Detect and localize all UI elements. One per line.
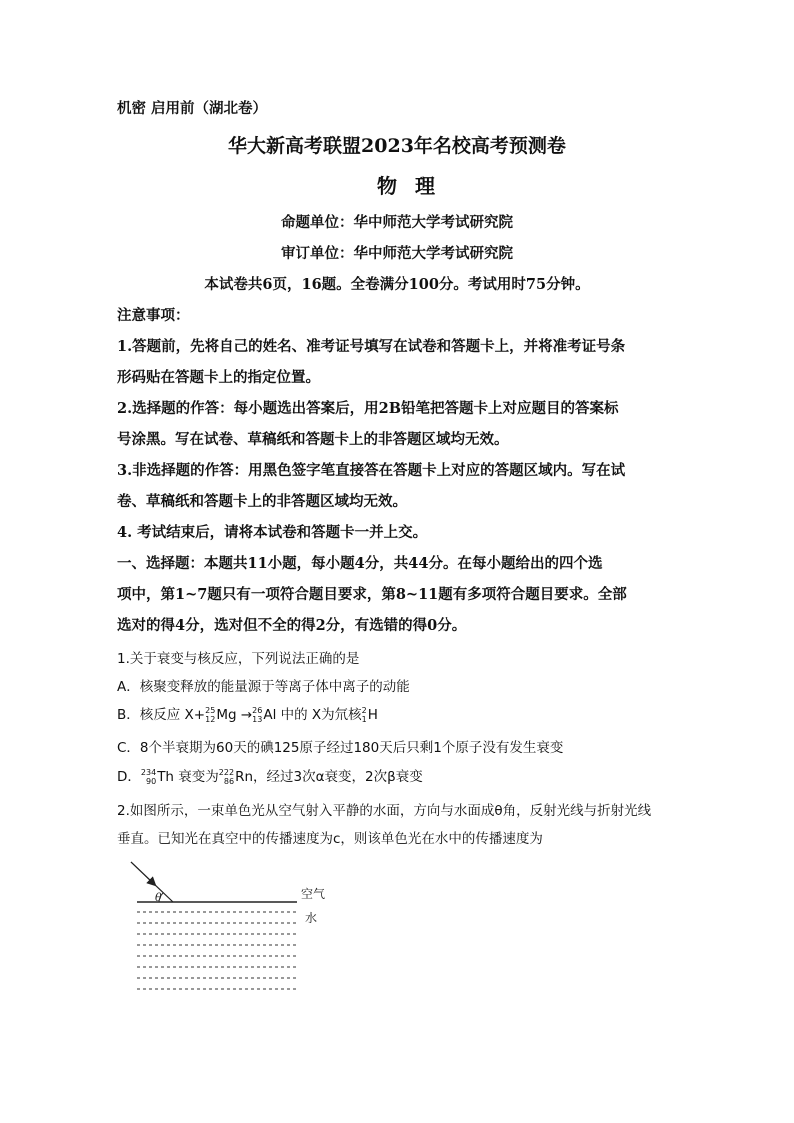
air-label: 空气 <box>301 887 326 901</box>
exam-info: 本试卷共6页，16题。全卷满分100分。考试用时75分钟。 <box>204 276 590 293</box>
th-symbol: Th 衰变为 <box>157 769 219 785</box>
question-2-line-2: 垂直。已知光在真空中的传播速度为c，则该单色光在水中的传播速度为 <box>117 831 543 847</box>
th-isotope-numbers <box>141 768 156 786</box>
question-1-option-d <box>117 765 423 786</box>
refraction-figure <box>125 858 355 998</box>
al-symbol: Al 中的 X为氘核 <box>263 707 362 723</box>
question-2-line-1: 2.如图所示，一束单色光从空气射入平静的水面，方向与水面成θ角，反射光线与折射光线 <box>117 803 652 819</box>
rn-isotope-numbers <box>219 768 234 786</box>
note-1-line-1: 1.答题前，先将自己的姓名、准考证号填写在试卷和答题卡上，并将准考证号条 <box>117 338 626 355</box>
mg-symbol: Mg → <box>216 707 253 723</box>
water-hatching <box>137 912 297 989</box>
note-2-line-2: 号涂黑。写在试卷、草稿纸和答题卡上的非答题区域均无效。 <box>117 431 509 448</box>
option-d-prefix: D． <box>117 769 141 785</box>
question-1-option-b <box>117 703 378 724</box>
h-isotope-numbers <box>362 706 367 724</box>
question-1-option-c: C．8个半衰期为60天的碘125原子经过180天后只剩1个原子没有发生衰变 <box>117 740 564 756</box>
note-2-line-1: 2.选择题的作答：每小题选出答案后，用2B铅笔把答题卡上对应题目的答案标 <box>117 400 619 417</box>
option-b-prefix: B．核反应 X+ <box>117 707 206 723</box>
al-isotope-numbers <box>252 706 262 724</box>
notes-heading: 注意事项： <box>117 307 190 324</box>
mg-mass-number: 25 <box>205 706 216 715</box>
h-atomic-number: 1 <box>361 715 367 724</box>
rn-symbol: Rn，经过3次α衰变，2次β衰变 <box>235 769 423 785</box>
note-1-line-2: 形码贴在答题卡上的指定位置。 <box>117 369 320 386</box>
note-3-line-1: 3.非选择题的作答：用黑色签字笔直接答在答题卡上对应的答题区域内。写在试 <box>117 462 626 479</box>
mg-isotope-numbers <box>205 706 215 724</box>
note-3-line-2: 卷、草稿纸和答题卡上的非答题区域均无效。 <box>117 493 407 510</box>
subject-title: 物理 <box>377 174 453 198</box>
water-label: 水 <box>305 911 318 925</box>
exam-title: 华大新高考联盟2023年名校高考预测卷 <box>228 135 566 157</box>
th-atomic-number: 90 <box>146 777 157 786</box>
author-unit: 命题单位：华中师范大学考试研究院 <box>281 214 513 231</box>
review-unit: 审订单位：华中师范大学考试研究院 <box>281 245 513 262</box>
theta-label: θ <box>155 891 162 904</box>
rn-atomic-number: 86 <box>223 777 235 786</box>
h-mass-number: 2 <box>361 706 367 715</box>
ray-arrow <box>131 862 153 883</box>
h-symbol: H <box>367 707 378 723</box>
confidential-label: 机密 启用前（湖北卷） <box>117 100 268 117</box>
al-mass-number: 26 <box>252 706 263 715</box>
rn-mass-number: 222 <box>218 768 235 777</box>
section-1-line-1: 一、选择题：本题共11小题，每小题4分，共44分。在每小题给出的四个选 <box>117 555 603 572</box>
section-1-line-2: 项中，第1~7题只有一项符合题目要求，第8~11题有多项符合题目要求。全部 <box>117 586 627 603</box>
note-4: 4. 考试结束后，请将本试卷和答题卡一并上交。 <box>117 524 428 541</box>
al-atomic-number: 13 <box>252 715 263 724</box>
section-1-line-3: 选对的得4分，选对但不全的得2分，有选错的得0分。 <box>117 617 467 634</box>
th-mass-number: 234 <box>140 768 157 777</box>
question-1-option-a: A．核聚变释放的能量源于等离子体中离子的动能 <box>117 679 410 695</box>
question-1-stem: 1.关于衰变与核反应，下列说法正确的是 <box>117 651 360 667</box>
mg-atomic-number: 12 <box>205 715 216 724</box>
